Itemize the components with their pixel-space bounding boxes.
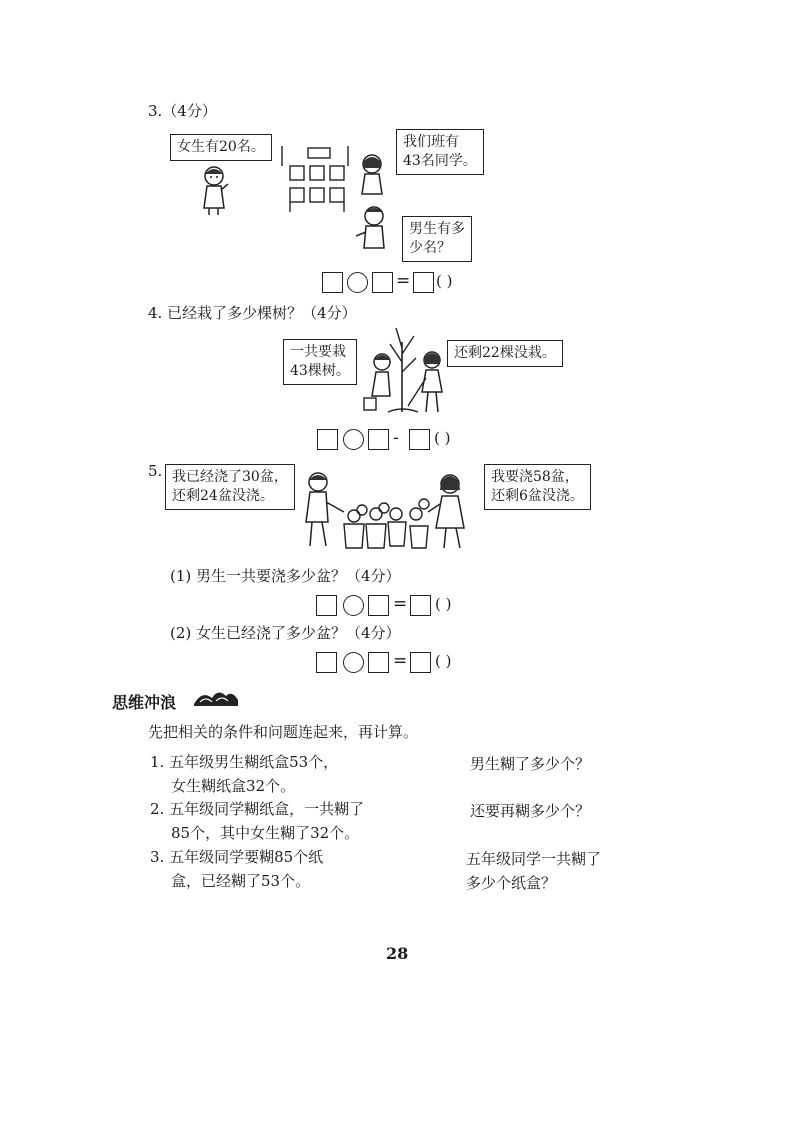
question-3-line1: 五年级同学一共糊了 — [466, 850, 602, 868]
q4-title: 4. 已经栽了多少棵树？（4分） — [148, 304, 357, 322]
q4-left-bubble-line2: 43棵树。 — [290, 363, 350, 379]
question-2[interactable]: 还要再糊多少个？ — [470, 802, 591, 820]
q5-sub2-box-1[interactable] — [316, 652, 337, 673]
q5-boy-bubble-line2: 还剩24盆没浇。 — [172, 488, 274, 504]
condition-2[interactable] — [150, 797, 364, 845]
question-3[interactable] — [466, 847, 601, 895]
q3-boy-bubble-line2: 少名？ — [409, 240, 451, 256]
q5-sub1-question: (1) 男生一共要浇多少盆？（4分） — [170, 567, 401, 585]
q3-answer-box-3[interactable] — [413, 272, 434, 293]
condition-3-line1: 3. 五年级同学要糊85个纸 — [150, 848, 324, 866]
q3-boy-illustration — [354, 204, 392, 252]
section-title: 思维冲浪 — [112, 693, 177, 712]
q3-answer-box-2[interactable] — [372, 272, 393, 293]
q3-class-bubble — [396, 129, 484, 175]
q4-answer-box-2[interactable] — [368, 429, 389, 450]
condition-3[interactable] — [150, 845, 323, 893]
q3-unit-paren[interactable]: ( ) — [436, 272, 453, 290]
section-instruction: 先把相关的条件和问题连起来，再计算。 — [148, 723, 419, 741]
q3-classroom-illustration — [282, 144, 352, 214]
q3-boy-bubble-line1: 男生有多 — [409, 221, 465, 237]
q5-girl-bubble-line2: 还剩6盆没浇。 — [491, 488, 584, 504]
q5-sub1-box-1[interactable] — [316, 595, 337, 616]
surf-wave-icon — [192, 686, 240, 708]
q5-sub1-box-3[interactable] — [410, 595, 431, 616]
q4-answer-box-1[interactable] — [317, 429, 338, 450]
q4-right-bubble — [447, 340, 563, 367]
q4-answer-box-3[interactable] — [409, 429, 430, 450]
page-number: 28 — [386, 944, 409, 963]
q4-right-bubble-text: 还剩22棵没栽。 — [454, 345, 556, 361]
q5-sub2-operator-circle[interactable] — [343, 652, 364, 673]
q5-sub1-box-2[interactable] — [368, 595, 389, 616]
q5-sub1-operator-circle[interactable] — [343, 595, 364, 616]
q3-girl-bubble-text: 女生有20名。 — [177, 139, 265, 155]
question-1[interactable]: 男生糊了多少个？ — [470, 755, 591, 773]
q3-title: 3.（4分） — [148, 102, 217, 120]
q5-sub2-box-2[interactable] — [368, 652, 389, 673]
q5-girl-bubble-line1: 我要浇58盆， — [491, 469, 579, 485]
q4-left-bubble — [283, 339, 357, 385]
condition-1-line2: 女生糊纸盒32个。 — [171, 777, 296, 795]
q3-answer-box-1[interactable] — [322, 272, 343, 293]
q3-boy-bubble — [402, 216, 472, 262]
q3-girl2-illustration — [356, 152, 390, 196]
condition-3-line2: 盒，已经糊了53个。 — [171, 872, 311, 890]
q5-sub2-box-3[interactable] — [410, 652, 431, 673]
q3-equals-sign: = — [396, 271, 411, 291]
condition-1[interactable] — [150, 750, 338, 798]
q5-boy-bubble — [165, 464, 295, 510]
q3-girl-bubble — [170, 134, 272, 161]
condition-1-line1: 1. 五年级男生糊纸盒53个， — [150, 753, 339, 771]
q5-watering-illustration — [300, 468, 480, 552]
q3-class-bubble-line1: 我们班有 — [403, 134, 459, 150]
q5-sub2-question: (2) 女生已经浇了多少盆？（4分） — [170, 624, 401, 642]
q4-operator-circle[interactable] — [343, 429, 364, 450]
q4-tree-planting-illustration — [362, 322, 454, 416]
q3-operator-circle[interactable] — [347, 272, 368, 293]
condition-2-line1: 2. 五年级同学糊纸盒，一共糊了 — [150, 800, 365, 818]
q5-sub1-equals-sign: = — [393, 594, 408, 614]
q5-sub2-unit-paren[interactable]: ( ) — [435, 652, 452, 670]
condition-2-line2: 85个，其中女生糊了32个。 — [171, 824, 360, 842]
q4-minus-sign: - — [393, 428, 399, 448]
q5-sub1-unit-paren[interactable]: ( ) — [435, 595, 452, 613]
q4-unit-paren[interactable]: ( ) — [434, 429, 451, 447]
q4-left-bubble-line1: 一共要栽 — [290, 344, 346, 360]
q3-girl-illustration — [196, 164, 236, 216]
q5-number: 5. — [148, 462, 163, 480]
question-3-line2: 多少个纸盒？ — [466, 874, 557, 892]
q3-class-bubble-line2: 43名同学。 — [403, 153, 477, 169]
q5-sub2-equals-sign: = — [393, 651, 408, 671]
q5-boy-bubble-line1: 我已经浇了30盆， — [172, 469, 288, 485]
q5-girl-bubble — [484, 464, 591, 510]
